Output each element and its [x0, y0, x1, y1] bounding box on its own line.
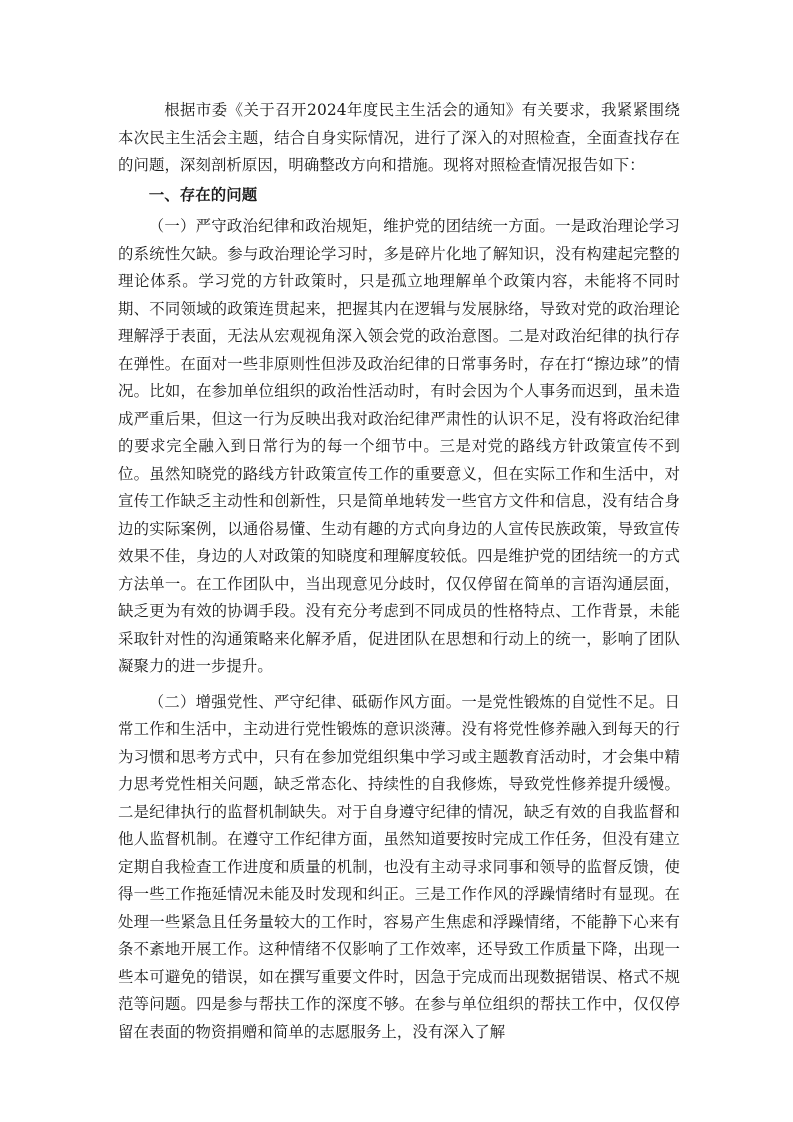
intro-paragraph: 根据市委《关于召开2024年度民主生活会的通知》有关要求，我紧紧围绕本次民主生活会主题，结合自身实际情况，进行了深入的对照检查，全面查找存在的问题，深刻剖析原因，明确整改方向和措施。现将对照检查情况报告如下： — [118, 101, 680, 174]
paragraph-party-spirit: （二）增强党性、严守纪律、砥砺作风方面。一是党性锻炼的自觉性不足。日常工作和生活中，主动进行党性锻炼的意识淡薄。没有将党性修养融入到每天的行为习惯和思考方式中，只有在参加党组织集中学习或主题教育活动时，才会集中精力思考党性相关问题，缺乏常态化、持续性的自我修炼，导致党性修养提升缓慢。二是纪律执行的监督机制缺失。对于自身遵守纪律的情况，缺乏有效的自我监督和他人监督机制。在遵守工作纪律方面，虽然知道要按时完成工作任务，但没有建立定期自我检查工作进度和质量的机制，也没有主动寻求同事和领导的监督反馈，使得一些工作拖延情况未能及时发现和纠正。三是工作作风的浮躁情绪时有显现。在处理一些紧急且任务量较大的工作时，容易产生焦虑和浮躁情绪，不能静下心来有条不紊地开展工作。这种情绪不仅影响了工作效率，还导致工作质量下降，出现一些本可避免的错误，如在撰写重要文件时，因急于完成而出现数据错误、格式不规范等问题。四是参与帮扶工作的深度不够。在参与单位组织的帮扶工作中，仅仅停留在表面的物资捐赠和简单的志愿服务上，没有深入了解 — [118, 692, 680, 1041]
paragraph-political-discipline: （一）严守政治纪律和政治规矩，维护党的团结统一方面。一是政治理论学习的系统性欠缺。参与政治理论学习时，多是碎片化地了解知识，没有构建起完整的理论体系。学习党的方针政策时，只是孤立地理解单个政策内容，未能将不同时期、不同领域的政策连贯起来，把握其内在逻辑与发展脉络，导致对党的政治理论理解浮于表面，无法从宏观视角深入领会党的政治意图。二是对政治纪律的执行存在弹性。在面对一些非原则性但涉及政治纪律的日常事务时，存在打“擦边球”的情况。比如，在参加单位组织的政治性活动时，有时会因为个人事务而迟到，虽未造成严重后果，但这一行为反映出我对政治纪律严肃性的认识不足，没有将政治纪律的要求完全融入到日常行为的每一个细节中。三是对党的路线方针政策宣传不到位。虽然知晓党的路线方针政策宣传工作的重要意义，但在实际工作和生活中，对宣传工作缺乏主动性和创新性，只是简单地转发一些官方文件和信息，没有结合身边的实际案例，以通俗易懂、生动有趣的方式向身边的人宣传民族政策，导致宣传效果不佳，身边的人对政策的知晓度和理解度较低。四是维护党的团结统一的方式方法单一。在工作团队中，当出现意见分歧时，仅仅停留在简单的言语沟通层面，缺乏更为有效的协调手段。没有充分考虑到不同成员的性格特点、工作背景，未能采取针对性的沟通策略来化解矛盾，促进团队在思想和行动上的统一，影响了团队凝聚力的进一步提升。 — [118, 217, 680, 675]
document-body — [118, 97, 680, 1046]
section-heading: 一、存在的问题 — [148, 185, 258, 204]
